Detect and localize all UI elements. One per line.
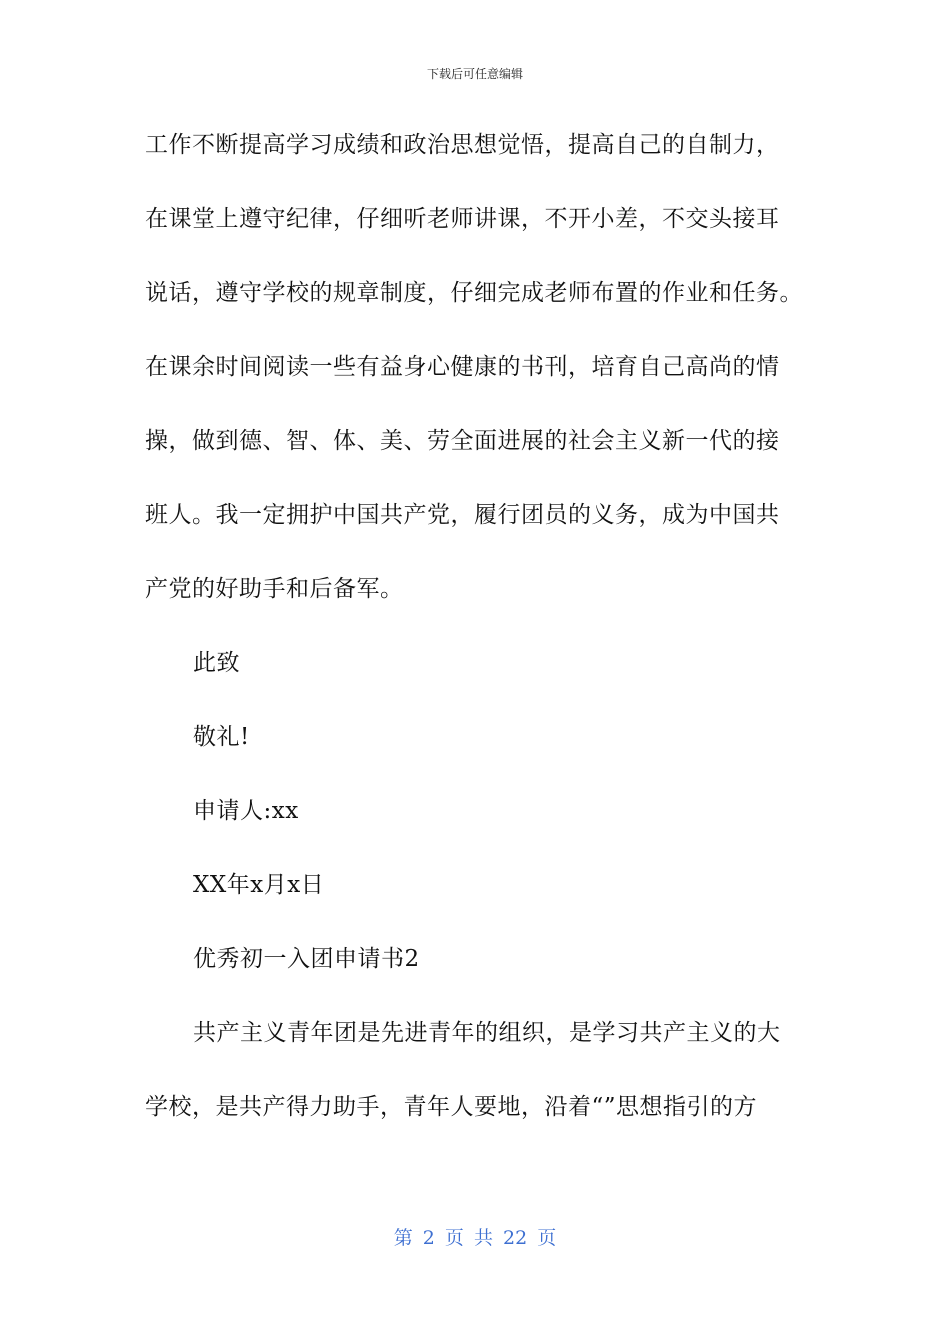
- page-header: 下载后可任意编辑: [426, 67, 523, 81]
- body-line: 在课堂上遵守纪律，仔细听老师讲课，不开小差，不交头接耳: [145, 206, 780, 232]
- body-line: 在课余时间阅读一些有益身心健康的书刊，培育自己高尚的情: [145, 354, 780, 380]
- body-line: 操，做到德、智、体、美、劳全面进展的社会主义新一代的接: [145, 428, 780, 454]
- body-line: 说话，遵守学校的规章制度，仔细完成老师布置的作业和任务。: [145, 280, 803, 306]
- body-line: 产党的好助手和后备军。: [145, 576, 404, 602]
- section-title: 优秀初一入团申请书2: [193, 946, 420, 972]
- body-line: 共产主义青年团是先进青年的组织，是学习共产主义的大: [193, 1020, 781, 1046]
- salutation-line: 此致: [193, 650, 240, 676]
- document-body: [145, 125, 825, 1161]
- closing-line: 敬礼!: [193, 724, 250, 750]
- applicant-line: 申请人:xx: [193, 798, 299, 824]
- body-line: 工作不断提高学习成绩和政治思想觉悟，提高自己的自制力，: [145, 132, 780, 158]
- body-line: 班人。我一定拥护中国共产党，履行团员的义务，成为中国共: [145, 502, 780, 528]
- page-footer: 第 2 页 共 22 页: [393, 1227, 557, 1249]
- date-line: XX年x月x日: [193, 872, 325, 898]
- body-line: 学校，是共产得力助手，青年人要地，沿着“”思想指引的方: [145, 1094, 758, 1120]
